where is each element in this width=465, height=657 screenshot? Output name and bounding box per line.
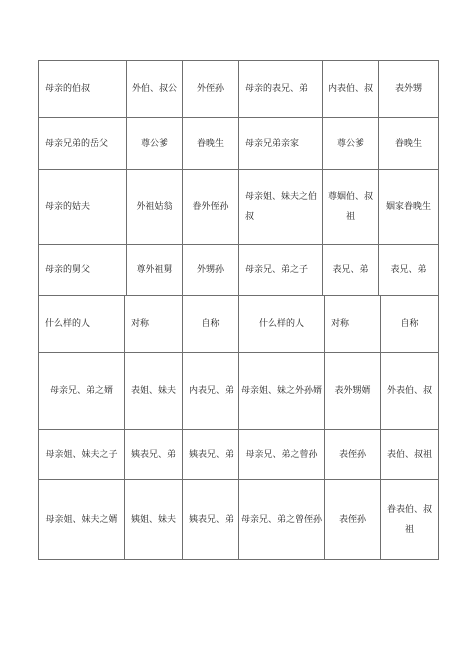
column-header: 对称 <box>325 296 381 353</box>
table-cell: 母亲姐、妹夫之婿 <box>39 480 125 560</box>
table-cell: 尊公爹 <box>323 118 379 170</box>
table-cell: 姻家眷晚生 <box>379 170 439 245</box>
table-row <box>39 245 439 296</box>
table-cell: 姨表兄、弟 <box>183 430 239 480</box>
table-cell: 表姐、妹夫 <box>125 353 183 430</box>
table-cell: 母亲的姑夫 <box>39 170 127 245</box>
table-cell: 眷外侄孙 <box>183 170 239 245</box>
table-cell: 母亲兄、弟之曾孙 <box>239 430 325 480</box>
table-cell: 尊外祖舅 <box>127 245 183 296</box>
column-header: 对称 <box>125 296 183 353</box>
table-cell: 母亲兄弟的岳父 <box>39 118 127 170</box>
table-cell: 母亲姐、妹夫之伯叔 <box>239 170 323 245</box>
kinship-table-bottom <box>38 295 439 560</box>
table-cell: 外伯、叔公 <box>127 61 183 118</box>
table-cell: 母亲兄、弟之婿 <box>39 353 125 430</box>
table-cell: 表侄孙 <box>325 430 381 480</box>
table-cell: 内表伯、叔 <box>323 61 379 118</box>
table-cell: 外甥孙 <box>183 245 239 296</box>
table-cell: 表兄、弟 <box>323 245 379 296</box>
table-cell: 眷晚生 <box>379 118 439 170</box>
table-cell: 外侄孙 <box>183 61 239 118</box>
table-row <box>39 118 439 170</box>
table-row <box>39 61 439 118</box>
table-cell: 眷表伯、叔祖 <box>381 480 439 560</box>
table-cell: 外表伯、叔 <box>381 353 439 430</box>
table-header-row <box>39 296 439 353</box>
table-cell: 表伯、叔祖 <box>381 430 439 480</box>
table-cell: 内表兄、弟 <box>183 353 239 430</box>
table-cell: 母亲的舅父 <box>39 245 127 296</box>
table-cell: 尊姻伯、叔祖 <box>323 170 379 245</box>
table-cell: 表外甥婿 <box>325 353 381 430</box>
table-cell: 母亲兄弟亲家 <box>239 118 323 170</box>
table-cell: 母亲兄、弟之曾侄孙 <box>239 480 325 560</box>
table-cell: 母亲姐、妹之外孙婿 <box>239 353 325 430</box>
table-cell: 母亲姐、妹夫之子 <box>39 430 125 480</box>
column-header: 自称 <box>183 296 239 353</box>
table-cell: 姨表兄、弟 <box>125 430 183 480</box>
table-cell: 表侄孙 <box>325 480 381 560</box>
table-row <box>39 353 439 430</box>
table-cell: 尊公爹 <box>127 118 183 170</box>
kinship-table-top <box>38 60 439 296</box>
column-header: 什么样的人 <box>39 296 125 353</box>
table-cell: 姨表兄、弟 <box>183 480 239 560</box>
table-cell: 表外甥 <box>379 61 439 118</box>
table-cell: 母亲的伯叔 <box>39 61 127 118</box>
table-cell: 表兄、弟 <box>379 245 439 296</box>
table-cell: 眷晚生 <box>183 118 239 170</box>
column-header: 自称 <box>381 296 439 353</box>
table-row <box>39 430 439 480</box>
table-cell: 母亲的表兄、弟 <box>239 61 323 118</box>
column-header: 什么样的人 <box>239 296 325 353</box>
table-cell: 母亲兄、弟之子 <box>239 245 323 296</box>
table-row <box>39 170 439 245</box>
table-row <box>39 480 439 560</box>
table-cell: 姨姐、妹夫 <box>125 480 183 560</box>
table-cell: 外祖姑翁 <box>127 170 183 245</box>
